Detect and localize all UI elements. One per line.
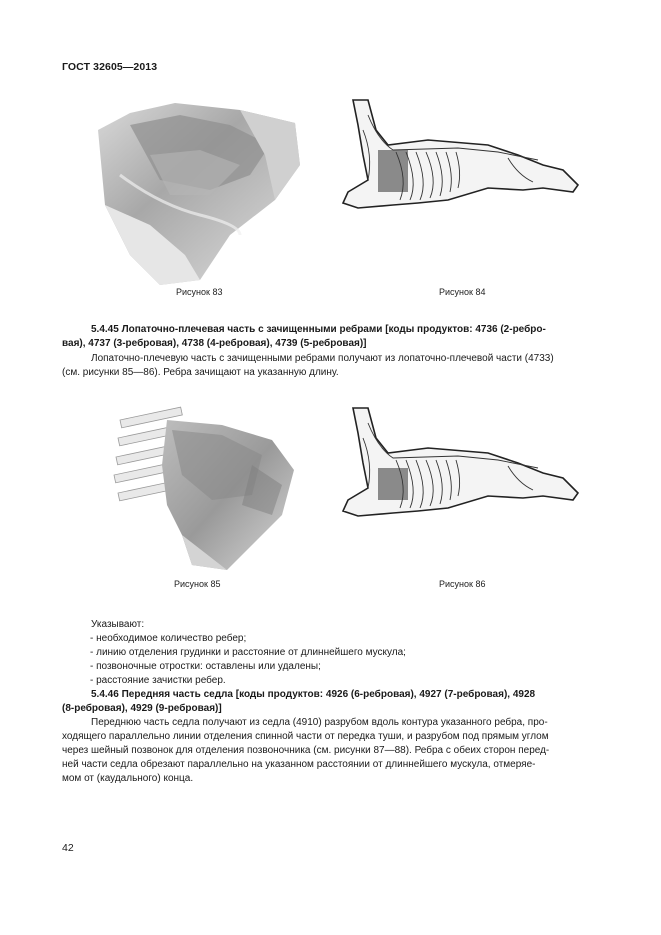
figure-83-image <box>90 95 310 295</box>
list-item: - линию отделения грудинки и расстояние от длиннейшего мускула; <box>90 647 406 658</box>
section-5-4-46-body-line3: через шейный позвонок для отделения позвоночника (см. рисунки 87—88). Ребра с обеих сторон перед- <box>62 745 550 756</box>
meat-cut-with-ribs-photo-icon <box>112 405 302 575</box>
list-item: - необходимое количество ребер; <box>90 633 247 644</box>
standard-header: ГОСТ 32605—2013 <box>62 61 158 73</box>
figure-85-image <box>112 405 302 580</box>
figure-86-caption: Рисунок 86 <box>439 579 486 589</box>
section-5-4-46-heading-line1: 5.4.46 Передняя часть седла [коды продуктов: 4926 (6-ребровая), 4927 (7-ребровая), 4928 <box>91 689 536 700</box>
carcass-skeleton-diagram-icon <box>338 408 588 523</box>
section-5-4-46-body-line4: ней части седла обрезают параллельно на указанном расстоянии от длиннейшего мускула, отмеряе- <box>62 759 536 770</box>
section-5-4-45-body-line1: Лопаточно-плечевую часть с зачищенными ребрами получают из лопаточно-плечевой части (4733) <box>91 353 554 364</box>
section-5-4-45-body-line2: (см. рисунки 85—86). Ребра зачищают на указанную длину. <box>62 367 339 378</box>
section-5-4-45-heading-line1: 5.4.45 Лопаточно-плечевая часть с зачищенными ребрами [коды продуктов: 4736 (2-ребро- <box>91 324 546 335</box>
section-5-4-46-heading-line2: (8-ребровая), 4929 (9-ребровая)] <box>62 703 222 714</box>
specify-intro: Указывают: <box>91 619 145 630</box>
section-5-4-46-body-line1: Переднюю часть седла получают из седла (4910) разрубом вдоль контура указанного ребра, про- <box>91 717 548 728</box>
figure-84-image <box>338 100 588 220</box>
list-item: - расстояние зачистки ребер. <box>90 675 226 686</box>
section-5-4-46-body-line2: ходящего параллельно линии отделения спинной части от передка туши, и разрубом под прямым углом <box>62 731 549 742</box>
section-5-4-46-body-line5: мом от (каудального) конца. <box>62 773 194 784</box>
figure-84-caption: Рисунок 84 <box>439 287 486 297</box>
page-number: 42 <box>62 842 74 854</box>
carcass-skeleton-diagram-icon <box>338 100 588 215</box>
section-5-4-45-heading-line2: вая), 4737 (3-ребровая), 4738 (4-ребровая), 4739 (5-ребровая)] <box>62 338 367 349</box>
figure-86-image <box>338 408 588 528</box>
figure-83-caption: Рисунок 83 <box>176 287 223 297</box>
meat-cut-photo-icon <box>90 95 310 290</box>
figure-85-caption: Рисунок 85 <box>174 579 221 589</box>
list-item: - позвоночные отростки: оставлены или удалены; <box>90 661 321 672</box>
